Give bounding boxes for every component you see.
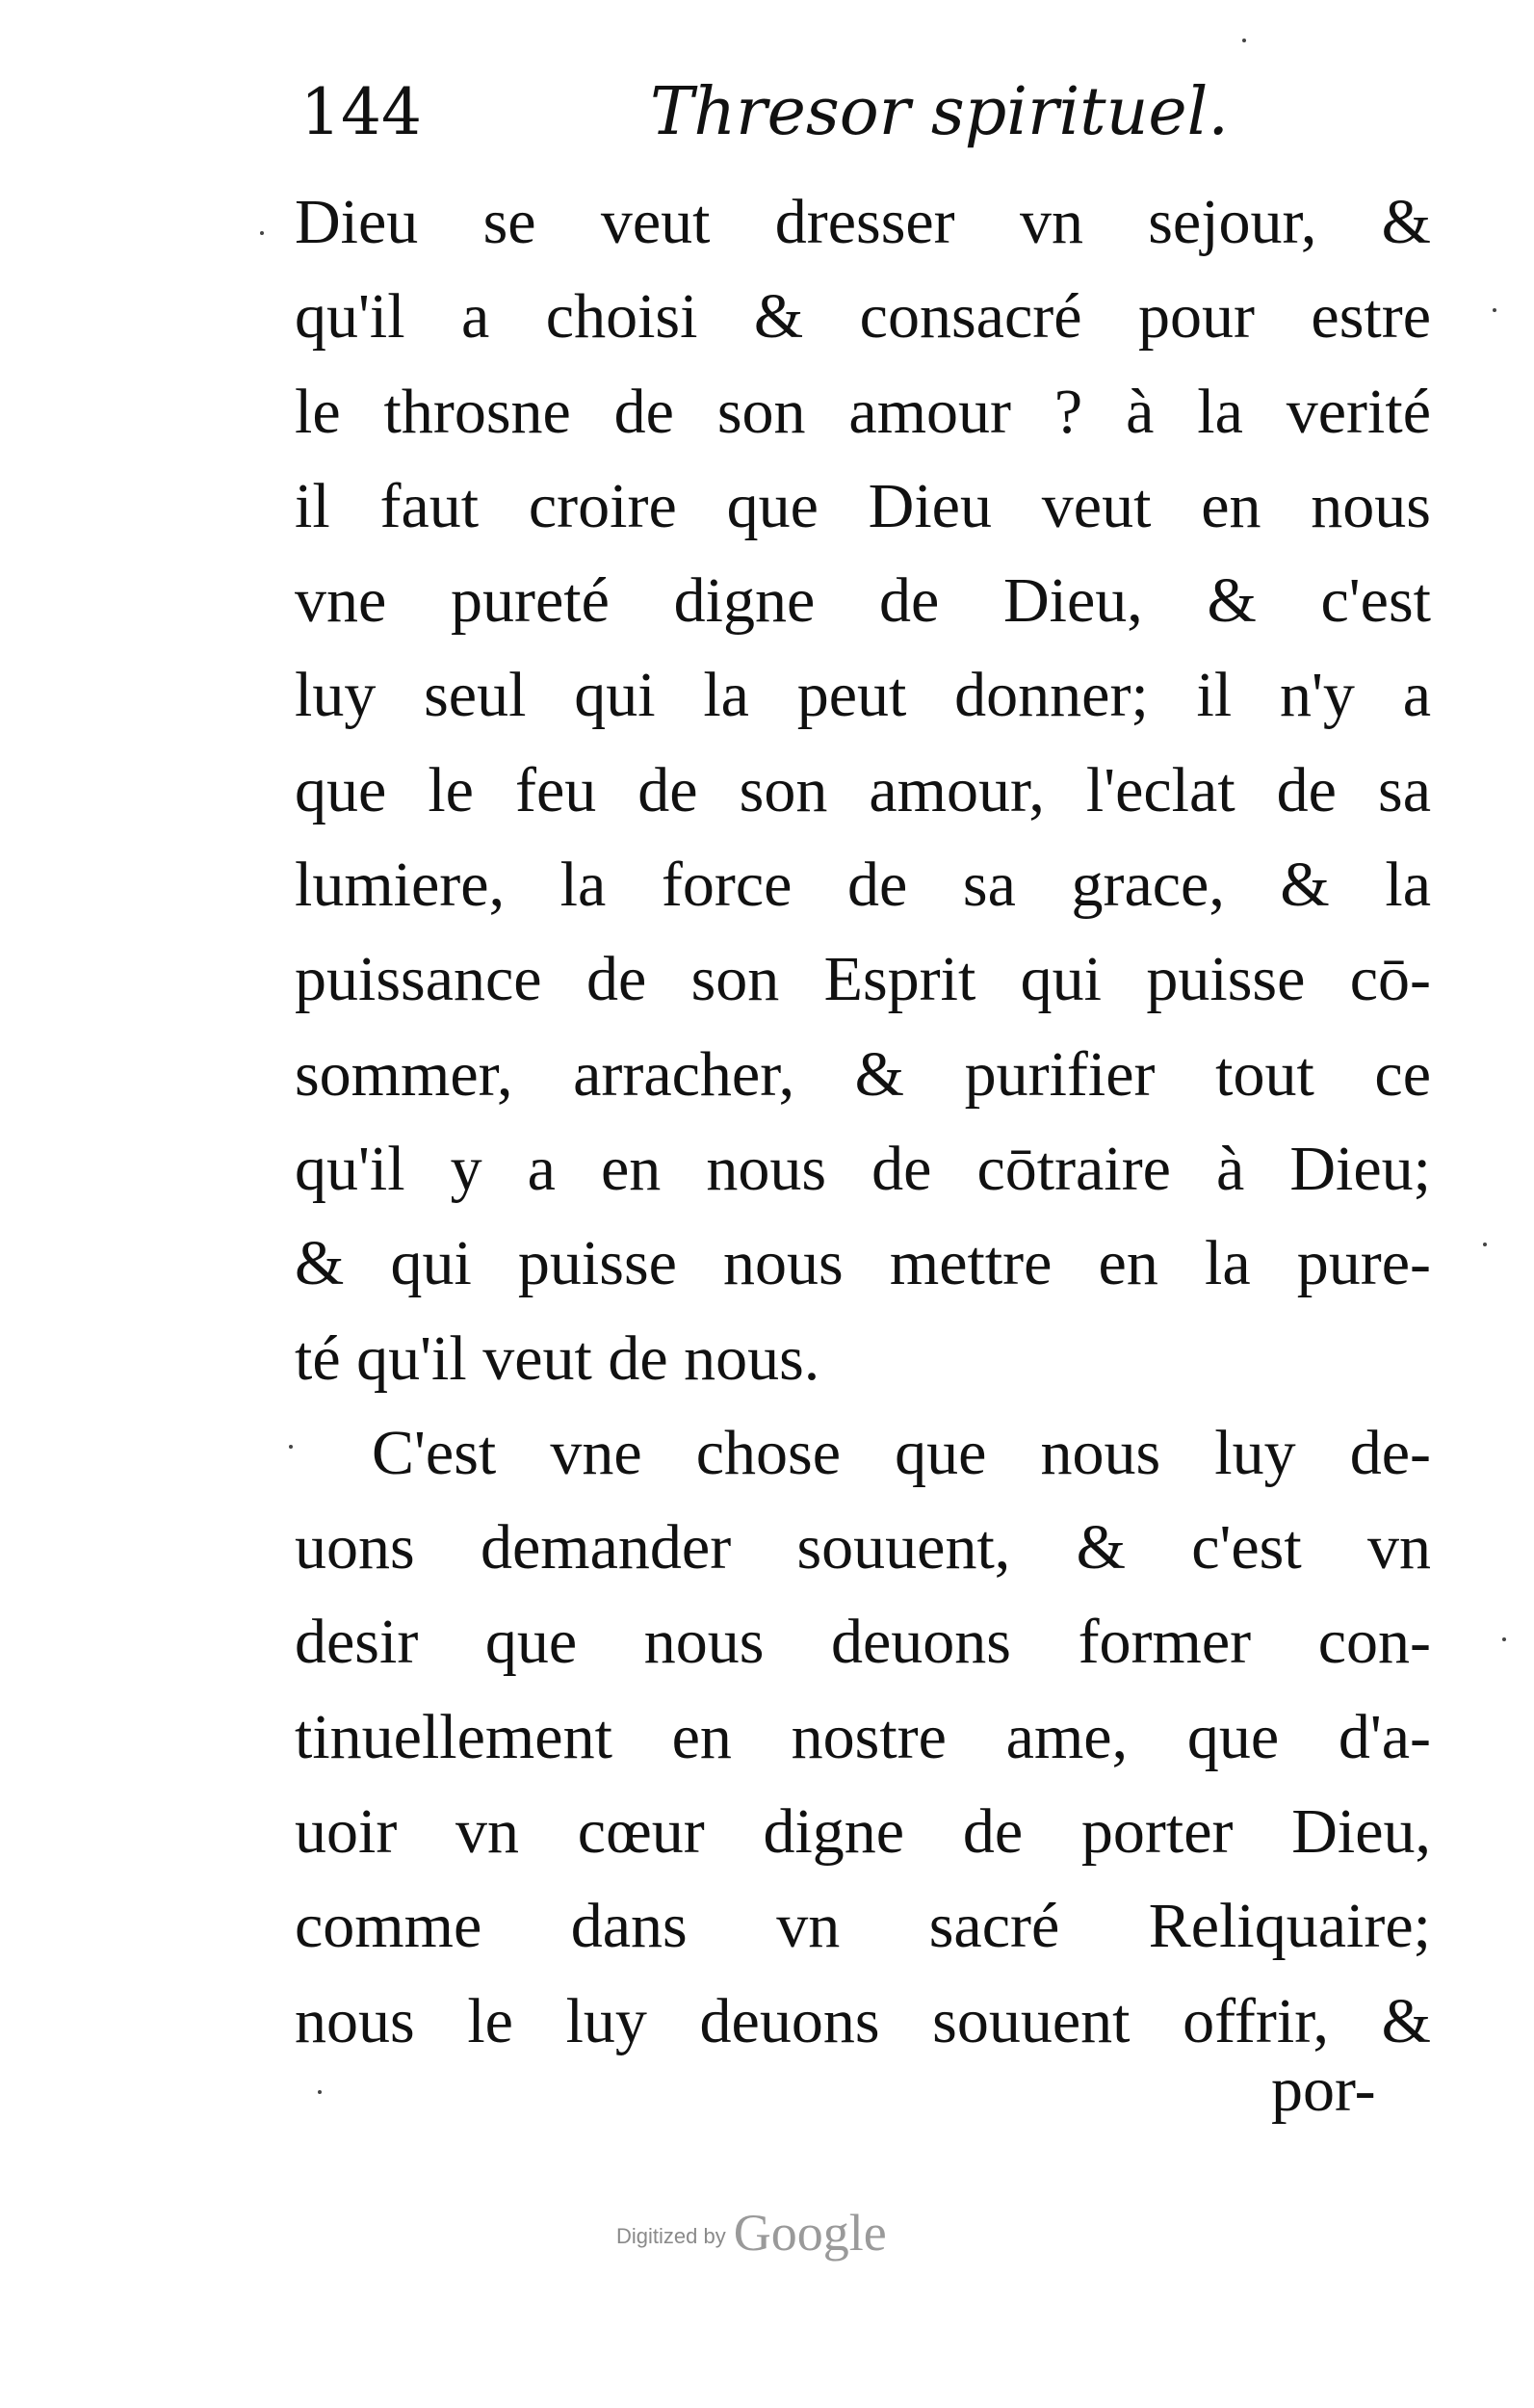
ink-speck (1483, 1243, 1487, 1246)
text-line: uons demander souuent, & c'est vn (295, 1512, 1431, 1584)
text-line: lumiere, la force de sa grace, & la (295, 850, 1431, 921)
ink-speck (1493, 308, 1496, 312)
text-line: il faut croire que Dieu veut en nous (295, 470, 1431, 541)
page-number: 144 (300, 75, 422, 149)
body-text (295, 175, 1431, 2069)
watermark-brand: Google (733, 2204, 887, 2262)
text-line: que le feu de son amour, l'eclat de sa (295, 754, 1431, 825)
text-line: comme dans vn sacré Reliquaire; (295, 1891, 1431, 1962)
text-line: té qu'il veut de nous. (295, 1322, 820, 1394)
text-line: luy seul qui la peut donner; il n'y a (295, 660, 1431, 731)
ink-speck (289, 1445, 293, 1449)
text-line: uoir vn cœur digne de porter Dieu, (295, 1796, 1431, 1868)
text-line: le throsne de son amour ? à la verité (295, 376, 1431, 447)
text-line: puissance de son Esprit qui puisse cō- (295, 944, 1431, 1015)
text-line: & qui puisse nous mettre en la pure- (295, 1228, 1431, 1299)
text-line: qu'il a choisi & consacré pour estre (295, 281, 1431, 353)
ink-speck (318, 2090, 322, 2094)
catchword: por- (1271, 2055, 1376, 2125)
text-line: desir que nous deuons former con- (295, 1607, 1431, 1678)
running-head: Thresor spirituel. (650, 74, 1230, 150)
text-line: nous le luy deuons souuent offrir, & (295, 1985, 1431, 2056)
text-line-paragraph-start: C'est vne chose que nous luy de- (372, 1417, 1431, 1488)
text-line: tinuellement en nostre ame, que d'a- (295, 1701, 1431, 1772)
ink-speck (1242, 39, 1246, 42)
text-line: sommer, arracher, & purifier tout ce (295, 1038, 1431, 1110)
digitization-watermark (616, 2185, 887, 2262)
ink-speck (1502, 1637, 1506, 1641)
text-line: vne pureté digne de Dieu, & c'est (295, 565, 1431, 637)
text-line: qu'il y a en nous de cōtraire à Dieu; (295, 1133, 1431, 1204)
page-header (289, 60, 1230, 166)
watermark-prefix: Digitized by (616, 2224, 726, 2248)
text-line: Dieu se veut dresser vn sejour, & (295, 187, 1431, 257)
ink-speck (260, 231, 264, 235)
